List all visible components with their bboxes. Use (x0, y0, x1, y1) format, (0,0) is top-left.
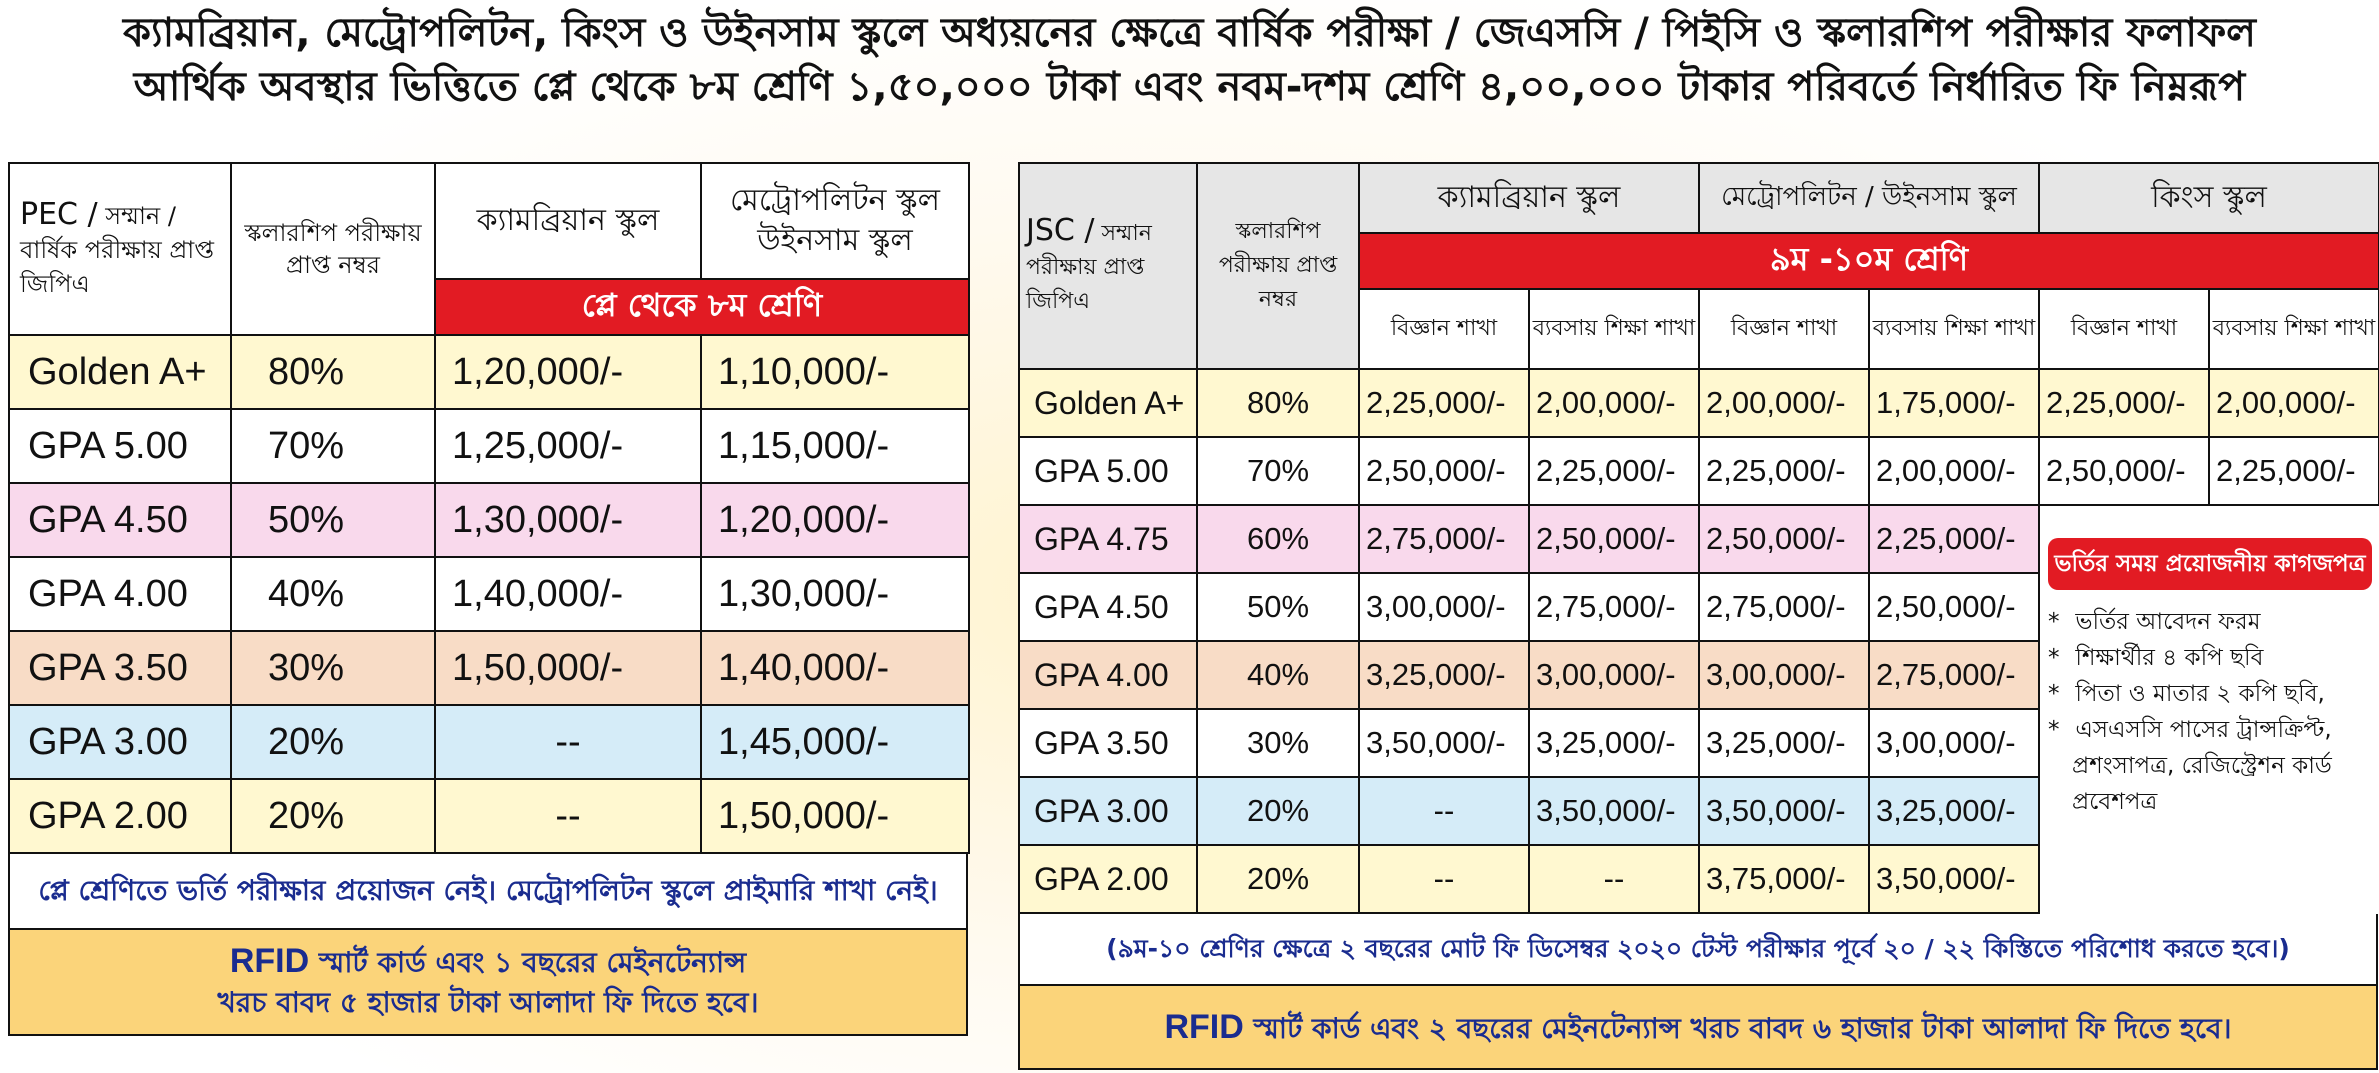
jsc-class-band: ৯ম -১০ম শ্রেণি (1359, 233, 2379, 289)
pec-marks-cell: 30% (231, 631, 435, 705)
pec-marks-cell: 80% (231, 335, 435, 409)
pec-fee-panel (8, 162, 968, 1036)
pec-fee-row (9, 557, 969, 631)
pec-cambrian-fee-cell: 1,30,000/- (435, 483, 701, 557)
documents-list (2044, 604, 2376, 820)
jsc-note: (৯ম-১০ শ্রেণির ক্ষেত্রে ২ বছরের মোট ফি ডিসেম্বর ২০২০ টেস্ট পরীক্ষার পূর্বে ২০ / ২২ কিস্তিতে পরিশোধ করতে হবে।) (1018, 914, 2378, 986)
jsc-metro-science: বিজ্ঞান শাখা (1699, 289, 1869, 369)
pec-cambrian-fee-cell: 1,25,000/- (435, 409, 701, 483)
pec-fee-row (9, 705, 969, 779)
documents-item-text: ভর্তির আবেদন ফরম (2075, 609, 2261, 635)
pec-marks-cell: 40% (231, 557, 435, 631)
jsc-gpa-cell: GPA 4.50 (1019, 573, 1197, 641)
pec-metro-header (701, 163, 969, 279)
jsc-metro-business-fee: 3,25,000/- (1869, 777, 2039, 845)
pec-metro-fee-cell: 1,15,000/- (701, 409, 969, 483)
jsc-fee-row (1019, 369, 2379, 437)
pec-gpa-cell: GPA 3.50 (9, 631, 231, 705)
bullet-star-icon: * (2048, 681, 2060, 707)
pec-cambrian-fee-cell: 1,50,000/- (435, 631, 701, 705)
jsc-cambrian-business-fee: 2,75,000/- (1529, 573, 1699, 641)
jsc-marks-cell: 20% (1197, 845, 1359, 913)
jsc-metro-business-fee: 3,00,000/- (1869, 709, 2039, 777)
jsc-metro-business-fee: 2,50,000/- (1869, 573, 2039, 641)
jsc-kings-business-fee: 2,25,000/- (2209, 437, 2379, 505)
jsc-metro-science-fee: 2,75,000/- (1699, 573, 1869, 641)
pec-metro-fee-cell: 1,50,000/- (701, 779, 969, 853)
jsc-empty-cell (2209, 845, 2379, 913)
jsc-cambrian-business-fee: -- (1529, 845, 1699, 913)
jsc-cambrian-science-fee: 2,75,000/- (1359, 505, 1529, 573)
jsc-marks-cell: 30% (1197, 709, 1359, 777)
pec-label: PEC / (20, 196, 98, 232)
jsc-metro-business: ব্যবসায় শিক্ষা শাখা (1869, 289, 2039, 369)
pec-gpa-cell: GPA 4.50 (9, 483, 231, 557)
documents-item (2048, 640, 2376, 676)
jsc-school-metro: মেট্রোপলিটন / উইনসাম স্কুল (1699, 163, 2039, 233)
jsc-gpa-cell: GPA 5.00 (1019, 437, 1197, 505)
jsc-cambrian-science-fee: -- (1359, 845, 1529, 913)
pec-gpa-header-text: সম্মান / বার্ষিক পরীক্ষায় প্রাপ্ত জিপিএ (20, 201, 214, 298)
jsc-metro-science-fee: 3,00,000/- (1699, 641, 1869, 709)
jsc-marks-cell: 50% (1197, 573, 1359, 641)
pec-rfid-notice (8, 930, 968, 1036)
jsc-gpa-cell: GPA 2.00 (1019, 845, 1197, 913)
jsc-metro-business-fee: 2,75,000/- (1869, 641, 2039, 709)
jsc-metro-science-fee: 3,75,000/- (1699, 845, 1869, 913)
pec-fee-rows (9, 335, 969, 853)
pec-marks-cell: 20% (231, 705, 435, 779)
pec-cambrian-fee-cell: -- (435, 705, 701, 779)
jsc-gpa-cell: GPA 4.00 (1019, 641, 1197, 709)
pec-gpa-cell: GPA 3.00 (9, 705, 231, 779)
pec-marks-cell: 70% (231, 409, 435, 483)
jsc-cambrian-science-fee: 3,50,000/- (1359, 709, 1529, 777)
documents-title: ভর্তির সময় প্রয়োজনীয় কাগজপত্র (2048, 538, 2372, 590)
jsc-cambrian-business-fee: 3,25,000/- (1529, 709, 1699, 777)
jsc-metro-business-fee: 2,25,000/- (1869, 505, 2039, 573)
pec-metro-fee-cell: 1,45,000/- (701, 705, 969, 779)
pec-cambrian-fee-cell: 1,20,000/- (435, 335, 701, 409)
jsc-metro-science-fee: 2,50,000/- (1699, 505, 1869, 573)
page-header (0, 6, 2379, 114)
bullet-star-icon: * (2048, 609, 2060, 635)
jsc-cambrian-science-fee: 3,25,000/- (1359, 641, 1529, 709)
documents-item-continued: প্রবেশপত্র (2072, 789, 2158, 815)
jsc-gpa-cell: GPA 3.00 (1019, 777, 1197, 845)
jsc-fee-row (1019, 845, 2379, 913)
pec-metro-header-line1: মেট্রোপলিটন স্কুল (730, 183, 940, 218)
pec-rfid-word: RFID (229, 942, 310, 980)
jsc-metro-business-fee: 1,75,000/- (1869, 369, 2039, 437)
pec-metro-fee-cell: 1,40,000/- (701, 631, 969, 705)
jsc-cambrian-business-fee: 3,00,000/- (1529, 641, 1699, 709)
pec-fee-row (9, 483, 969, 557)
jsc-marks-cell: 40% (1197, 641, 1359, 709)
pec-marks-header: স্কলারশিপ পরীক্ষায় প্রাপ্ত নম্বর (231, 163, 435, 335)
pec-fee-row (9, 779, 969, 853)
bullet-star-icon: * (2048, 645, 2060, 671)
pec-gpa-cell: Golden A+ (9, 335, 231, 409)
jsc-cambrian-science: বিজ্ঞান শাখা (1359, 289, 1529, 369)
jsc-cambrian-science-fee: 2,25,000/- (1359, 369, 1529, 437)
jsc-metro-business-fee: 3,50,000/- (1869, 845, 2039, 913)
pec-rfid-line1-text: স্মার্ট কার্ড এবং ১ বছরের মেইনটেন্যান্স (309, 946, 747, 979)
documents-item-continued: প্রশংসাপত্র, রেজিস্ট্রেশন কার্ড (2072, 753, 2332, 779)
bullet-star-icon: * (2048, 717, 2060, 743)
jsc-metro-science-fee: 3,25,000/- (1699, 709, 1869, 777)
header-line-2: আর্থিক অবস্থার ভিত্তিতে প্লে থেকে ৮ম শ্রেণি ১,৫০,০০০ টাকা এবং নবম-দশম শ্রেণি ৪,০০,০০০ টাকার পরিবর্তে নির্ধারিত ফি নিম্নরূপ (133, 64, 2246, 110)
jsc-cambrian-science-fee: 2,50,000/- (1359, 437, 1529, 505)
documents-item-text: শিক্ষার্থীর ৪ কপি ছবি (2075, 645, 2264, 671)
jsc-marks-cell: 20% (1197, 777, 1359, 845)
pec-note: প্লে শ্রেণিতে ভর্তি পরীক্ষার প্রয়োজন নেই। মেট্রোপলিটন স্কুলে প্রাইমারি শাখা নেই। (8, 854, 968, 930)
jsc-marks-cell: 70% (1197, 437, 1359, 505)
jsc-gpa-cell: GPA 4.75 (1019, 505, 1197, 573)
documents-item (2048, 604, 2376, 640)
jsc-cambrian-business: ব্যবসায় শিক্ষা শাখা (1529, 289, 1699, 369)
jsc-kings-science-fee: 2,50,000/- (2039, 437, 2209, 505)
jsc-metro-science-fee: 2,00,000/- (1699, 369, 1869, 437)
jsc-cambrian-science-fee: -- (1359, 777, 1529, 845)
jsc-metro-science-fee: 2,25,000/- (1699, 437, 1869, 505)
pec-metro-fee-cell: 1,10,000/- (701, 335, 969, 409)
pec-fee-row (9, 631, 969, 705)
jsc-rfid-text: স্মার্ট কার্ড এবং ২ বছরের মেইনটেন্যান্স খরচ বাবদ ৬ হাজার টাকা আলাদা ফি দিতে হবে। (1243, 1012, 2232, 1045)
jsc-school-kings: কিংস স্কুল (2039, 163, 2379, 233)
jsc-cambrian-business-fee: 2,25,000/- (1529, 437, 1699, 505)
jsc-marks-cell: 60% (1197, 505, 1359, 573)
jsc-gpa-cell: Golden A+ (1019, 369, 1197, 437)
pec-gpa-cell: GPA 4.00 (9, 557, 231, 631)
jsc-kings-business: ব্যবসায় শিক্ষা শাখা (2209, 289, 2379, 369)
documents-item-text: পিতা ও মাতার ২ কপি ছবি, (2075, 681, 2325, 707)
jsc-label: JSC / (1026, 212, 1095, 248)
pec-cambrian-fee-cell: 1,40,000/- (435, 557, 701, 631)
jsc-gpa-header (1019, 163, 1197, 369)
jsc-cambrian-business-fee: 2,00,000/- (1529, 369, 1699, 437)
pec-cambrian-fee-cell: -- (435, 779, 701, 853)
jsc-rfid-notice (1018, 986, 2378, 1070)
required-documents (2044, 538, 2376, 820)
documents-item (2048, 676, 2376, 712)
jsc-metro-science-fee: 3,50,000/- (1699, 777, 1869, 845)
jsc-marks-header: স্কলারশিপ পরীক্ষায় প্রাপ্ত নম্বর (1197, 163, 1359, 369)
pec-metro-header-line2: উইনসাম স্কুল (757, 223, 913, 258)
jsc-fee-row (1019, 437, 2379, 505)
jsc-cambrian-business-fee: 2,50,000/- (1529, 505, 1699, 573)
jsc-gpa-header-text: সম্মান পরীক্ষায় প্রাপ্ত জিপিএ (1026, 220, 1152, 314)
pec-rfid-line1 (10, 941, 966, 983)
jsc-school-cambrian: ক্যামব্রিয়ান স্কুল (1359, 163, 1699, 233)
jsc-empty-cell (2039, 845, 2209, 913)
jsc-marks-cell: 80% (1197, 369, 1359, 437)
jsc-kings-science: বিজ্ঞান শাখা (2039, 289, 2209, 369)
jsc-kings-business-fee: 2,00,000/- (2209, 369, 2379, 437)
documents-item (2048, 712, 2376, 748)
jsc-cambrian-science-fee: 3,00,000/- (1359, 573, 1529, 641)
pec-fee-row (9, 409, 969, 483)
pec-marks-cell: 20% (231, 779, 435, 853)
jsc-gpa-cell: GPA 3.50 (1019, 709, 1197, 777)
jsc-kings-science-fee: 2,25,000/- (2039, 369, 2209, 437)
jsc-rfid-word: RFID (1164, 1008, 1244, 1046)
pec-gpa-cell: GPA 5.00 (9, 409, 231, 483)
pec-class-band: প্লে থেকে ৮ম শ্রেণি (435, 279, 969, 335)
pec-metro-fee-cell: 1,30,000/- (701, 557, 969, 631)
pec-fee-row (9, 335, 969, 409)
pec-metro-fee-cell: 1,20,000/- (701, 483, 969, 557)
jsc-metro-business-fee: 2,00,000/- (1869, 437, 2039, 505)
pec-rfid-line2: খরচ বাবদ ৫ হাজার টাকা আলাদা ফি দিতে হবে। (217, 986, 759, 1019)
pec-marks-cell: 50% (231, 483, 435, 557)
pec-fee-table (8, 162, 970, 854)
pec-cambrian-header: ক্যামব্রিয়ান স্কুল (435, 163, 701, 279)
pec-gpa-cell: GPA 2.00 (9, 779, 231, 853)
header-line-1: ক্যামব্রিয়ান, মেট্রোপলিটন, কিংস ও উইনসাম স্কুলে অধ্যয়নের ক্ষেত্রে বার্ষিক পরীক্ষা / জেএসসি / পিইসি ও স্কলারশিপ পরীক্ষার ফলাফল (123, 10, 2256, 56)
documents-item-text: এসএসসি পাসের ট্রান্সক্রিপ্ট, (2075, 717, 2332, 743)
jsc-cambrian-business-fee: 3,50,000/- (1529, 777, 1699, 845)
pec-gpa-header (9, 163, 231, 335)
